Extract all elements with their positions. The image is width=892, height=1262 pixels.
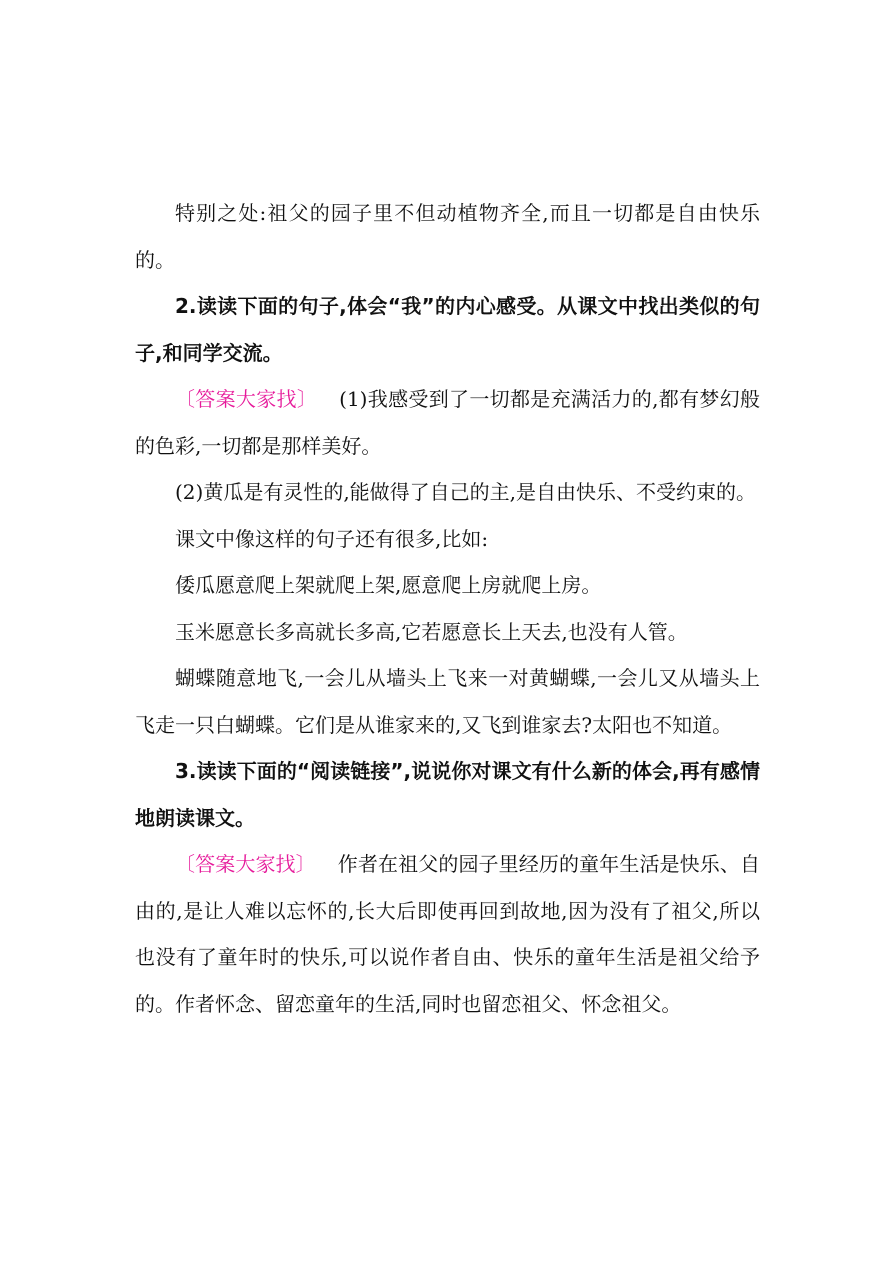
question-text: 2.读读下面的句子,体会“我”的内心感受。从课文中找出类似的句子,和同学交流。 (135, 294, 760, 365)
answer-tag: 〔答案大家找〕 (175, 852, 316, 876)
answer-2-intro (135, 516, 760, 563)
example-sentence-butterfly (135, 655, 760, 748)
answer-tag: 〔答案大家找〕 (175, 387, 318, 411)
answer-2-part-2 (135, 469, 760, 516)
answer-text: 课文中像这样的句子还有很多,比如: (175, 526, 489, 551)
question-3 (135, 748, 760, 841)
example-text: 倭瓜愿意爬上架就爬上架,愿意爬上房就爬上房。 (175, 573, 602, 597)
paragraph-special-feature (135, 190, 760, 283)
question-2 (135, 283, 760, 376)
answer-2-part-1 (135, 376, 760, 469)
answer-text: (2)黄瓜是有灵性的,能做得了自己的主,是自由快乐、不受约束的。 (175, 480, 757, 504)
example-text: 蝴蝶随意地飞,一会儿从墙头上飞来一对黄蝴蝶,一会儿又从墙头上飞走一只白蝴蝶。它们是从谁家来的,又飞到谁家去?太阳也不知道。 (135, 666, 760, 737)
example-text: 玉米愿意长多高就长多高,它若愿意长上天去,也没有人管。 (175, 619, 688, 644)
paragraph-text: 特别之处:祖父的园子里不但动植物齐全,而且一切都是自由快乐的。 (135, 201, 760, 272)
example-sentence-corn (135, 609, 760, 656)
answer-text: 作者在祖父的园子里经历的童年生活是快乐、自由的,是让人难以忘怀的,长大后即使再回到故地,因为没有了祖父,所以也没有了童年时的快乐,可以说作者自由、快乐的童年生活是祖父给予的。作者怀念、留恋童年的生活,同时也留恋祖父、怀念祖父。 (135, 852, 761, 1016)
answer-text: (1)我感受到了一切都是充满活力的,都有梦幻般的色彩,一切都是那样美好。 (135, 387, 761, 458)
document-body (135, 190, 760, 1027)
question-text: 3.读读下面的“阅读链接”,说说你对课文有什么新的体会,再有感情地朗读课文。 (135, 759, 760, 830)
example-sentence-pumpkin (135, 562, 760, 609)
answer-3 (135, 841, 760, 1027)
